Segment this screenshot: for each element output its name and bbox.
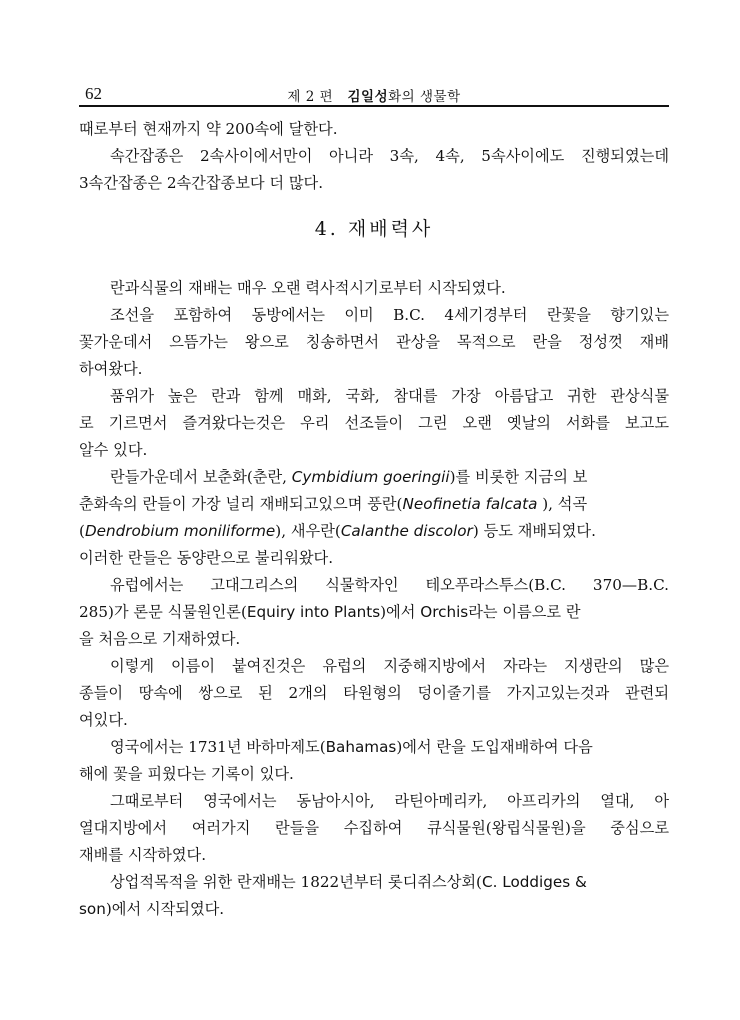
text-line: 조선을 포함하여 동방에서는 이미 B.C. 4세기경부터 란꽃을 향기있는 <box>110 306 669 324</box>
text-line <box>79 869 669 896</box>
text-span: ( <box>79 522 85 540</box>
company-name: son <box>79 900 106 918</box>
text-span: 춘화속의 란들이 가장 널리 재배되고있으며 풍란( <box>79 495 403 513</box>
text-span: ) 등도 재배되였다. <box>472 522 596 540</box>
place-name: Bahamas <box>325 738 397 756</box>
author-name: 김일성 <box>347 89 389 105</box>
text-line: 유럽에서는 고대그리스의 식물학자인 테오푸라스투스(B.C. 370—B.C. <box>110 576 669 594</box>
text-line: 종들이 땅속에 쌍으로 된 2개의 타원형의 덩이줄기를 가지고있는것과 관련되 <box>79 684 669 702</box>
text-line <box>79 518 669 545</box>
text-span: )에서 시작되였다. <box>105 900 225 918</box>
text-span: ), 석곡 <box>537 495 588 513</box>
text-line: 그때로부터 영국에서는 동남아시아, 라틴아메리카, 아프리카의 열대, 아 <box>110 792 669 810</box>
running-title <box>79 85 669 105</box>
text-span: )를 비롯한 지금의 보 <box>449 468 588 486</box>
text-line: 재배를 시작하였다. <box>79 846 207 864</box>
text-span: 란들가운데서 보춘화(춘란, <box>110 468 292 486</box>
section-heading: 4. 재배력사 <box>314 218 434 240</box>
text-line <box>79 491 669 518</box>
text-line: 로 기르면서 즐겨왔다는것은 우리 선조들이 그린 오랜 옛날의 서화를 보고도 <box>79 414 669 432</box>
text-line: 을 처음으로 기재하였다. <box>79 630 241 648</box>
text-line: 이렇게 이름이 붙여진것은 유럽의 지중해지방에서 자라는 지생란의 많은 <box>110 657 669 675</box>
text-line <box>79 464 669 491</box>
text-line: 해에 꽃을 피웠다는 기록이 있다. <box>79 765 294 783</box>
text-line: 알수 있다. <box>79 441 148 459</box>
text-line <box>79 896 669 923</box>
latin-name: Calanthe discolor <box>340 522 473 540</box>
text-line: 여있다. <box>79 711 128 729</box>
english-title: Equiry into Plants <box>246 603 381 621</box>
text-line: 때로부터 현재까지 약 200속에 달한다. <box>79 120 338 138</box>
genus-name: Orchis <box>420 603 469 621</box>
text-span: )에서 란을 도입재배하여 다음 <box>396 738 593 756</box>
text-span: ), 새우란( <box>275 522 341 540</box>
text-line: 속간잡종은 2속사이에서만이 아니라 3속, 4속, 5속사이에도 진행되였는데 <box>110 147 669 165</box>
chapter-label: 제 2 편 <box>287 89 334 105</box>
text-line: 품위가 높은 란과 함께 매화, 국화, 참대를 가장 아름답고 귀한 관상식물 <box>110 387 669 405</box>
text-span: 라는 이름으로 란 <box>468 603 581 621</box>
text-line: 이러한 란들은 동양란으로 불리워왔다. <box>79 549 334 567</box>
company-name: C. Loddiges & <box>481 873 587 891</box>
text-line: 꽃가운데서 으뜸가는 왕으로 칭송하면서 관상을 목적으로 란을 정성껏 재배 <box>79 333 669 351</box>
text-line <box>79 599 669 626</box>
text-span: 상업적목적을 위한 란재배는 1822년부터 롯디쥐스상회( <box>110 873 482 891</box>
latin-name: Neofinetia falcata <box>402 495 538 513</box>
text-line: 하여왔다. <box>79 360 143 378</box>
text-span: 영국에서는 1731년 바하마제도( <box>110 738 326 756</box>
text-span: 285)가 론문 식물원인론( <box>79 603 247 621</box>
text-line <box>79 734 669 761</box>
text-span: )에서 <box>380 603 421 621</box>
latin-name: Cymbidium goeringii <box>291 468 450 486</box>
title-rest: 화의 생물학 <box>388 89 461 105</box>
header-rule <box>79 105 669 107</box>
page-number: 62 <box>85 84 102 103</box>
text-line: 열대지방에서 여러가지 란들을 수집하여 큐식물원(왕립식물원)을 중심으로 <box>79 819 669 837</box>
latin-name: Dendrobium moniliforme <box>84 522 276 540</box>
text-line: 3속간잡종은 2속간잡종보다 더 많다. <box>79 174 324 192</box>
page-body <box>79 116 669 923</box>
text-line: 란과식물의 재배는 매우 오랜 력사적시기로부터 시작되였다. <box>110 279 506 297</box>
